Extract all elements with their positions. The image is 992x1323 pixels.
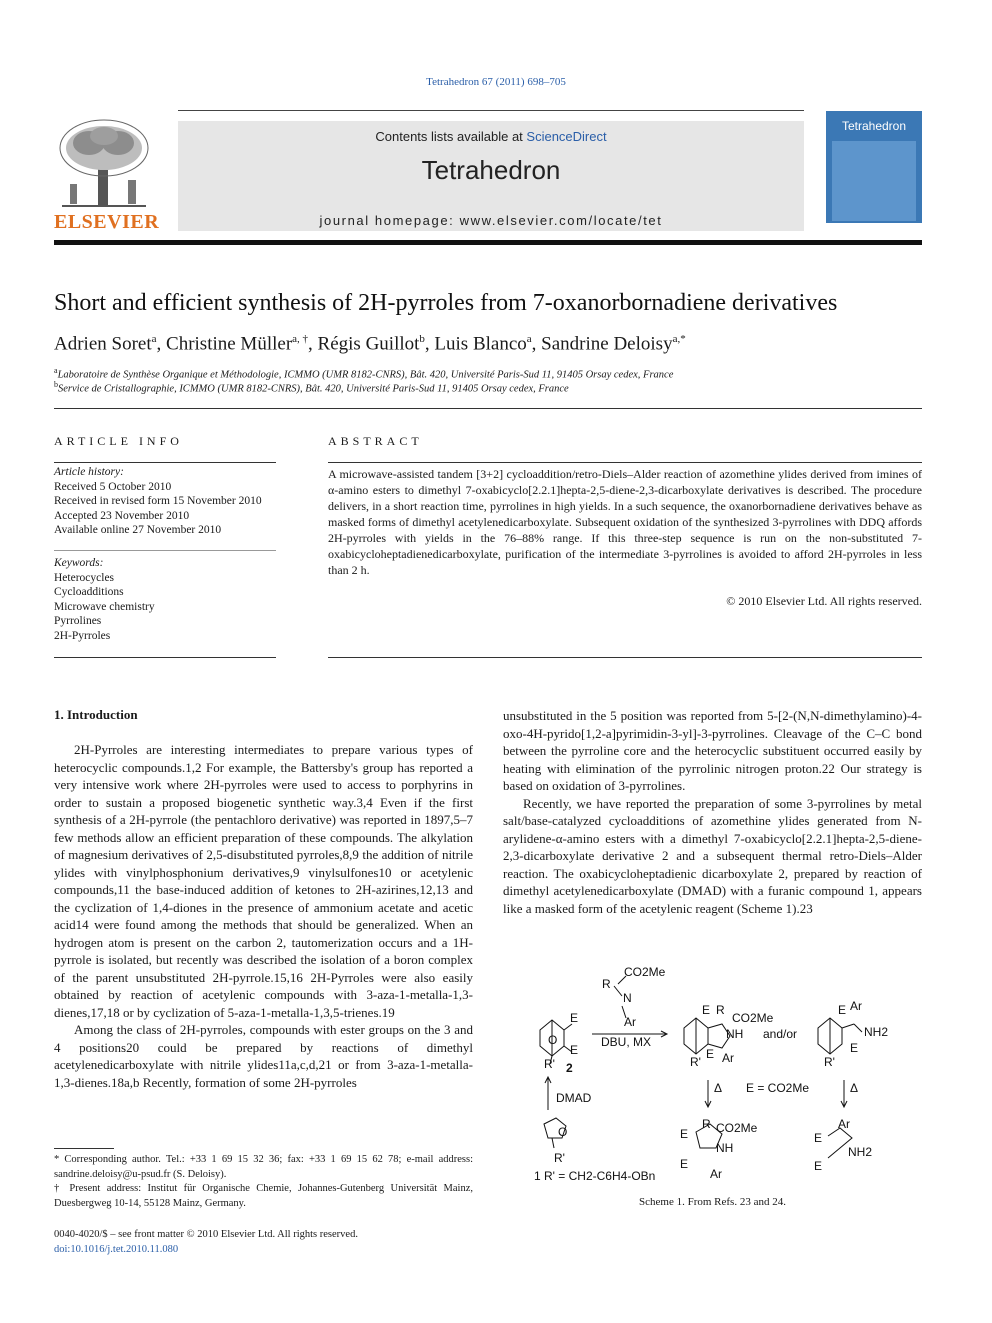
bond xyxy=(614,986,622,996)
journal-title: Tetrahedron xyxy=(421,155,561,185)
scheme-label: E xyxy=(838,1003,847,1017)
author-name[interactable]: Christine Müller xyxy=(166,333,293,355)
scheme-label: DMAD xyxy=(556,1091,592,1105)
scheme-label: Ar xyxy=(838,1117,850,1131)
intro-paragraph: unsubstituted in the 5 position was reported from 5-[2-(N,N-dimethylamino)-4-oxo-4H-pyrido[1,2-a]pyrimidin-3-yl]-3-pyrrolines. Cleavage of the C–C bond between the pyrroline core and the heterocyclic substituent occurred easily by heating with elimination of the pyrrolinic nitrogen proton.22 Our strategy is based on oxidation of 3-pyrrolines. xyxy=(503,708,922,793)
bond xyxy=(854,1024,862,1032)
scheme-label: E xyxy=(570,1043,579,1057)
journal-cover[interactable] xyxy=(826,111,922,231)
issn-line: 0040-4020/$ – see front matter © 2010 Elsevier Ltd. All rights reserved. xyxy=(54,1229,358,1240)
affiliation xyxy=(54,380,569,395)
scheme-1 xyxy=(528,962,900,1190)
scheme-caption: Scheme 1. From Refs. 23 and 24. xyxy=(639,1196,786,1208)
scheme-label: N xyxy=(623,991,632,1005)
author-affiliation-mark[interactable]: a, † xyxy=(292,333,309,345)
scheme-label: CO2Me xyxy=(732,1011,774,1025)
compound-number: 2 xyxy=(566,1061,573,1075)
author-affiliation-mark[interactable]: a,* xyxy=(672,333,686,345)
scheme-label: E xyxy=(814,1131,823,1145)
author-name[interactable]: Luis Blanco xyxy=(434,333,527,355)
article-title: Short and efficient synthesis of 2H-pyrroles from 7-oxanorbornadiene derivatives xyxy=(54,290,838,316)
header-thick-rule xyxy=(54,240,922,245)
bond xyxy=(842,1024,854,1028)
scheme-label: NH2 xyxy=(848,1145,873,1159)
scheme-label: E xyxy=(570,1011,579,1025)
scheme-label: R xyxy=(702,1117,711,1131)
journal-homepage[interactable]: journal homepage: www.elsevier.com/locate/tet xyxy=(319,213,663,228)
scheme-label: R' xyxy=(544,1057,555,1071)
affiliation-mark: a xyxy=(54,366,58,375)
bond xyxy=(552,1138,554,1148)
scheme-label: R xyxy=(716,1003,725,1017)
header-rule xyxy=(178,110,804,111)
affiliation-mark: b xyxy=(54,380,58,389)
corresponding-author-note: * Corresponding author. Tel.: +33 1 69 15 32 36; fax: +33 1 69 15 62 78; e-mail address: sandrine.deloisy@u-psud.fr (S. Deloisy). xyxy=(54,1154,473,1180)
contents-prefix: Contents lists available at xyxy=(375,129,527,144)
affiliation-rule xyxy=(54,408,922,409)
affiliation xyxy=(54,366,673,381)
abstract-text: A microwave-assisted tandem [3+2] cycloaddition/retro-Diels–Alder reaction of azomethine ylides derived from imines of α-amino esters to dimethyl 7-oxabicyclo[2.2.1]hepta-2,5-diene-2,3-dicarboxylate derivatives is described. The procedure delivers, in a short reaction time, pyrrolines in high yields. In a such sequence, the oxanorbornadiene derivatives behave as masked forms of dimethyl acetylenedicarboxylate. Subsequent oxidation of the synthesized 3-pyrrolines with DDQ affords 2H-pyrroles with yields in the 76–88% range. If this three-step sequence is run on the non-substituted 7-oxabicycloheptadienedicarboxylate, purification of the intermediate 3-pyrrolines is avoided to afford 2H-pyrroles in less than 2 h. xyxy=(328,467,922,577)
scheme-label: R' xyxy=(554,1151,565,1165)
author-affiliation-mark[interactable]: a xyxy=(151,333,157,345)
scheme-label: NH xyxy=(716,1141,734,1155)
scheme-label: O xyxy=(558,1125,568,1139)
author-name[interactable]: Sandrine Deloisy xyxy=(541,333,673,355)
article-history xyxy=(54,465,276,538)
history-item: Received 5 October 2010 xyxy=(54,480,172,493)
scheme-label: O xyxy=(548,1033,558,1047)
scheme-label: E xyxy=(850,1041,859,1055)
contents-line xyxy=(178,129,804,144)
scheme-label: E xyxy=(814,1159,823,1173)
keyword: Cycloadditions xyxy=(54,586,124,598)
section-heading-introduction: 1. Introduction xyxy=(54,707,138,722)
keyword: Pyrrolines xyxy=(54,615,102,627)
keywords-label: Keywords: xyxy=(54,557,104,569)
abstract-copyright: © 2010 Elsevier Ltd. All rights reserved. xyxy=(726,594,922,608)
affiliation-text: Service de Cristallographie, ICMMO (UMR 8182-CNRS), Bât. 420, Université Paris-Sud 11, 91405 Orsay cedex, France xyxy=(58,383,569,395)
scheme-label: E xyxy=(680,1157,689,1171)
history-label: Article history: xyxy=(54,466,124,478)
abstract-heading: ABSTRACT xyxy=(328,434,423,448)
scheme-label: R' xyxy=(690,1055,701,1069)
article-info-bottom-rule xyxy=(54,657,276,658)
history-item: Received in revised form 15 November 2010 xyxy=(54,495,262,507)
intro-paragraph: 2H-Pyrroles are interesting intermediates to prepare various types of heterocyclic compounds.1,2 For example, the Battersby's group has reported a very intensive work where 2H-pyrroles were used to access to porphyrins in order to sustain a proposed biogenetic synthetic way.3,4 Even if the first synthesis of a 2H-pyrrole (the pentachloro derivative) was reported in 1897,5–7 few methods allow an efficient preparation of these compounds. The alkylation of magnesium derivatives of 2,5-disubstituted pyrroles,8,9 the addition of nitrile ylides with vinylphosphonium derivatives,9 vinylsulfones10 or acetylenic compounds,11 the base-induced addition of ketones to 2H-azirines,12,13 and the cyclization of 1,4-diones in the presence of ammonium acetate and acetic acid14 were found among the methods that should be generalized. When an hydrogen atom is present on the carbon 2, tautomerization occurs and a 1H-pyrrole is isolated, but recently was described the isolation of a boron complex of the parent unsubstituted 2H-pyrrole.15,16 2H-Pyrroles were also easily obtained by reaction of acetylenic compounds with 3-aza-1-metalla-1,3-dienes,17,18 or by cyclization of 5-aza-1-metalla-1,3,5-trienes.19 xyxy=(54,742,473,1020)
intro-paragraph: Among the class of 2H-pyrroles, compounds with ester groups on the 3 and 4 positions20 could be prepared by reactions of dimethyl acetylenedicarboxylate with nitrile ylides11a,c,d,21 or from 3-aza-1-metalla-1,3-dienes.18a,b Recently, formation of some 2H-pyrroles xyxy=(54,1022,473,1090)
article-info-heading: ARTICLE INFO xyxy=(54,434,183,448)
intro-paragraph: Recently, we have reported the preparation of some 3-pyrrolines by metal salt/base-catalyzed cycloadditions of azomethine ylides generated from N-arylidene-α-amino esters with a dimethyl 7-oxabicyclo[2.2.1]hepta-2,5-diene-2,3-dicarboxylate derivative 2 and a subsequent thermal retro-Diels–Alder reaction. The oxabicycloheptadienic dicarboxylate 2, prepared by reaction of dimethyl acetylenedicarboxylate (DMAD) with a furanic compound 1, appears like a masked form of the acetylenic reagent (Scheme 1).23 xyxy=(503,795,922,916)
compound-number: 1 R' = CH2-C6H4-OBn xyxy=(534,1169,656,1183)
scheme-label: Ar xyxy=(850,999,862,1013)
scheme-label: Ar xyxy=(722,1051,734,1065)
keyword: 2H-Pyrroles xyxy=(54,629,111,642)
scheme-label: E xyxy=(680,1127,689,1141)
body-column-left xyxy=(54,741,473,1091)
body-column-right xyxy=(503,707,922,917)
scheme-label: Δ xyxy=(714,1081,723,1095)
keyword: Microwave chemistry xyxy=(54,600,155,613)
history-item: Available online 27 November 2010 xyxy=(54,524,222,536)
keywords-rule xyxy=(54,550,276,551)
affiliation-text: Laboratoire de Synthèse Organique et Méthodologie, ICMMO (UMR 8182-CNRS), Bât. 420, Université Paris-Sud 11, 91405 Orsay cedex, France xyxy=(57,369,674,381)
front-matter xyxy=(54,1228,473,1257)
keywords xyxy=(54,556,276,643)
journal-banner xyxy=(178,121,804,231)
sciencedirect-link[interactable]: ScienceDirect xyxy=(526,129,607,144)
history-item: Accepted 23 November 2010 xyxy=(54,509,190,522)
scheme-label: E xyxy=(702,1003,711,1017)
author-affiliation-mark[interactable]: a xyxy=(526,333,532,345)
elsevier-tree-icon xyxy=(54,118,154,213)
cover-title: Tetrahedron xyxy=(841,119,907,133)
scheme-label: CO2Me xyxy=(624,965,666,979)
reaction-conditions: DBU, MX xyxy=(601,1035,652,1049)
cover-footer xyxy=(826,223,922,231)
author-name[interactable]: Régis Guillot xyxy=(317,333,420,355)
scheme-label: NH xyxy=(726,1027,744,1041)
scheme-label: E xyxy=(706,1047,715,1061)
scheme-label: R xyxy=(602,977,611,991)
keyword: Heterocycles xyxy=(54,571,115,584)
abstract-rule xyxy=(328,462,922,463)
author-affiliation-mark[interactable]: b xyxy=(419,333,425,345)
article-info-rule xyxy=(54,462,276,463)
elsevier-wordmark: ELSEVIER xyxy=(54,211,160,233)
present-address-note: † Present address: Institut für Organische Chemie, Johannes-Gutenberg Universität Mainz, Duesbergweg 10-14, 55128 Mainz, Germany. xyxy=(54,1183,473,1209)
scheme-label: Δ xyxy=(850,1081,859,1095)
scheme-label: and/or xyxy=(763,1027,798,1041)
scheme-label: NH2 xyxy=(864,1025,889,1039)
journal-reference[interactable]: Tetrahedron 67 (2011) 698–705 xyxy=(426,76,566,88)
author-list: Adrien Soret$^a$, Christine Müller$^{a, \dagger}$, Régis Guillot$^b$, Luis Blanco$^a$, Sandrine Deloisy$^{a,*}$ xyxy=(54,333,686,355)
footnote-rule xyxy=(54,1148,114,1149)
scheme-label: E = CO2Me xyxy=(746,1081,810,1095)
cover-artwork xyxy=(832,141,916,221)
abstract-bottom-rule xyxy=(328,657,922,658)
scheme-label: CO2Me xyxy=(716,1121,758,1135)
scheme-label: R' xyxy=(824,1055,835,1069)
doi-link[interactable]: doi:10.1016/j.tet.2010.11.080 xyxy=(54,1243,179,1255)
scheme-label: Ar xyxy=(624,1015,636,1029)
author-name[interactable]: Adrien Soret xyxy=(54,333,152,355)
footnotes xyxy=(54,1153,473,1211)
scheme-label: Ar xyxy=(710,1167,722,1181)
